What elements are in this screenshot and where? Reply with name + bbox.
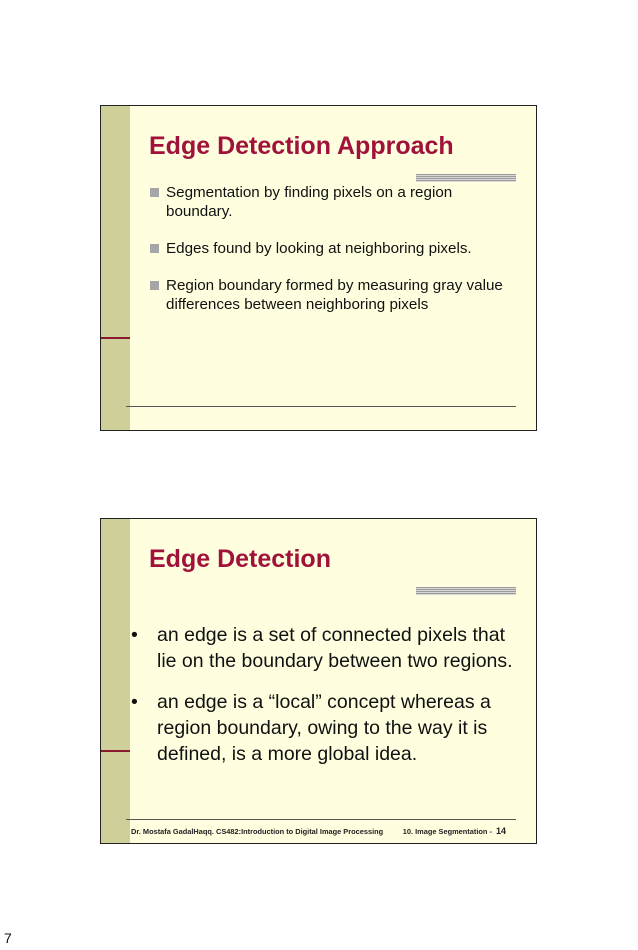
bullet-item xyxy=(123,622,514,674)
bottom-rule xyxy=(126,406,516,407)
footer-author-course: Dr. Mostafa GadalHaqq. CS482:Introduction to Digital Image Processing xyxy=(131,827,384,836)
footer-section-label: 10. Image Segmentation - xyxy=(402,827,492,836)
bullet-text: an edge is a set of connected pixels that lie on the boundary between two regions. xyxy=(157,624,513,672)
bullet-text: Edges found by looking at neighboring pixels. xyxy=(166,240,472,257)
bullet-item xyxy=(146,276,514,314)
bullet-text: Region boundary formed by measuring gray value differences between neighboring pixels xyxy=(166,277,503,313)
bullet-text: Segmentation by finding pixels on a region boundary. xyxy=(166,184,453,220)
square-bullet-icon xyxy=(150,188,159,197)
slide-sidebar xyxy=(101,106,130,430)
slide-title: Edge Detection xyxy=(149,545,331,573)
square-bullet-icon xyxy=(150,281,159,290)
bottom-rule xyxy=(126,819,516,820)
dot-bullet-icon: • xyxy=(131,624,138,646)
square-bullet-icon xyxy=(150,244,159,253)
bullet-list xyxy=(146,183,514,332)
bullet-list xyxy=(123,622,514,782)
sidebar-accent-line xyxy=(101,337,130,339)
bullet-item xyxy=(146,239,514,258)
title-rule xyxy=(416,174,516,182)
dot-bullet-icon: • xyxy=(131,691,138,713)
footer-slide-number: 14 xyxy=(495,826,506,836)
title-rule xyxy=(416,587,516,595)
footer-section xyxy=(403,826,506,836)
page-number: 7 xyxy=(4,930,12,946)
slide-edge-detection-approach xyxy=(100,105,537,431)
bullet-item xyxy=(146,183,514,221)
bullet-text: an edge is a “local” concept whereas a region boundary, owing to the way it is defined, is a more global idea. xyxy=(157,691,491,765)
slide-title: Edge Detection Approach xyxy=(149,132,454,160)
slide-edge-detection xyxy=(100,518,537,844)
bullet-item xyxy=(123,689,514,767)
